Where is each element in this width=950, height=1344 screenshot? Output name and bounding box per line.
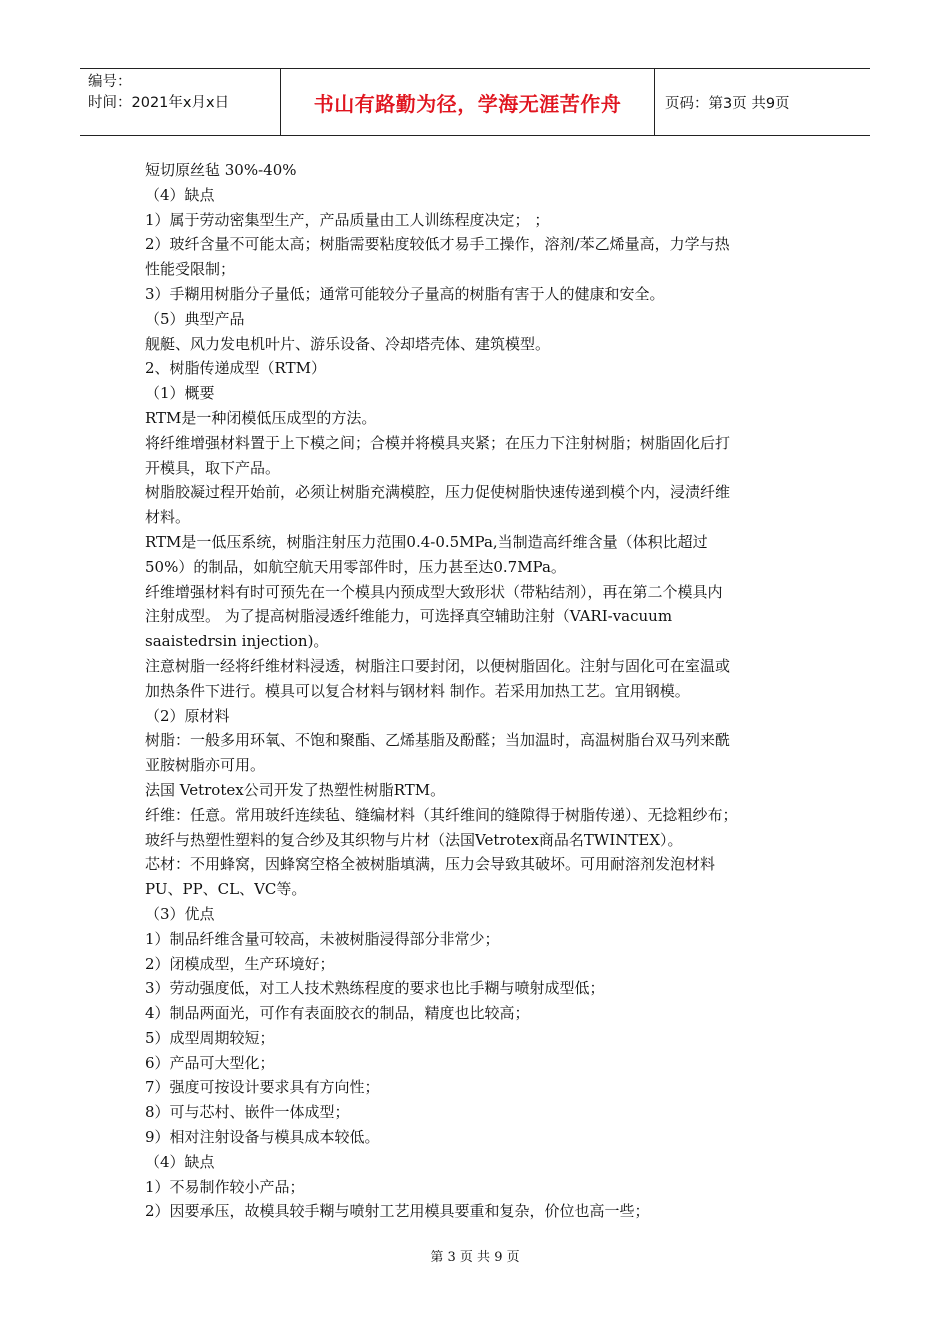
body-line: 加热条件下进行。模具可以复合材料与钢材料 制作。若采用加热工艺。宜用钢模。 [145, 681, 690, 700]
body-line: 注射成型。 为了提高树脂浸透纤维能力，可选择真空辅助注射（VARI-vacuum [145, 607, 673, 626]
body-line: 2）玻纤含量不可能太高；树脂需要粘度较低才易手工操作，溶剂/苯乙烯量高，力学与热 [145, 235, 730, 254]
body-line: （1）概要 [145, 384, 215, 403]
page-header [80, 68, 870, 136]
body-line: 3）劳动强度低，对工人技术熟练程度的要求也比手糊与喷射成型低； [145, 979, 605, 998]
body-line: 玻纤与热塑性塑料的复合纱及其织物与片材（法国Vetrotex商品名TWINTEX）。 [145, 830, 683, 849]
body-line: （4）缺点 [145, 1152, 215, 1171]
body-line: 芯材：不用蜂窝，因蜂窝空格全被树脂填满，压力会导致其破坏。可用耐溶剂发泡材料 [145, 855, 716, 874]
body-line: 7）强度可按设计要求具有方向性； [145, 1078, 380, 1097]
header-time: 时间：2021年x月x日 [88, 95, 230, 111]
body-line: 材料。 [145, 508, 191, 527]
header-motto: 书山有路勤为径，学海无涯苦作舟 [281, 69, 655, 135]
page-footer: 第 3 页 共 9 页 [430, 1250, 520, 1265]
body-line: saaistedrsin injection)。 [145, 632, 329, 651]
body-line: 6）产品可大型化； [145, 1053, 275, 1072]
body-line: 9）相对注射设备与模具成本较低。 [145, 1128, 380, 1147]
body-line: 纤维增强材料有时可预先在一个模具内预成型大致形状（带粘结剂），再在第二个模具内 [145, 582, 723, 601]
header-page-number: 页码：第3页 共9页 [665, 95, 790, 112]
header-number: 编号： [88, 74, 132, 90]
body-line: 树脂：一般多用环氧、不饱和聚酯、乙烯基脂及酚醛；当加温时，高温树脂台双马列来酰 [145, 731, 731, 750]
body-line: 注意树脂一经将纤维材料浸透，树脂注口要封闭，以便树脂固化。注射与固化可在室温或 [145, 656, 731, 675]
body-line: 1）制品纤维含量可较高，未被树脂浸得部分非常少； [145, 929, 500, 948]
body-line: 2）闭模成型，生产环境好； [145, 954, 335, 973]
body-line: 开模具，取下产品。 [145, 458, 281, 477]
body-line: 树脂胶凝过程开始前，必须让树脂充满模腔，压力促使树脂快速传递到模个内，浸渍纤维 [145, 483, 731, 502]
body-line: 5）成型周期较短； [145, 1028, 275, 1047]
body-line: PU、PP、CL、VC等。 [145, 880, 307, 899]
body-line: 50%）的制品，如航空航天用零部件时，压力甚至达0.7MPa。 [145, 557, 566, 576]
body-line: 1）不易制作较小产品； [145, 1177, 305, 1196]
body-line: 2、树脂传递成型（RTM） [145, 359, 326, 378]
body-line: 将纤维增强材料置于上下模之间；合模并将模具夹紧；在压力下注射树脂；树脂固化后打 [145, 433, 731, 452]
body-line: （5）典型产品 [145, 309, 245, 328]
body-line: 亚胺树脂亦可用。 [145, 756, 266, 775]
body-line: 法国 Vetrotex公司开发了热塑性树脂RTM。 [145, 780, 446, 799]
body-line: 短切原丝毡 30%-40% [145, 161, 297, 179]
body-line: 性能受限制； [145, 260, 236, 279]
document-body [145, 158, 810, 1224]
body-line: （3）优点 [145, 904, 215, 923]
body-line: 舰艇、风力发电机叶片、游乐设备、冷却塔壳体、建筑模型。 [145, 334, 551, 353]
body-line: 2）因要承压，故模具较手糊与喷射工艺用模具要重和复杂，价位也高一些； [145, 1202, 650, 1221]
header-meta [80, 69, 281, 135]
body-line: RTM是一低压系统，树脂注射压力范围0.4-0.5MPa,当制造高纤维含量（体积比超过 [145, 532, 708, 551]
body-line: （2）原材料 [145, 706, 230, 725]
body-line: 3）手糊用树脂分子量低；通常可能较分子量高的树脂有害于人的健康和安全。 [145, 284, 665, 303]
body-line: 1）属于劳动密集型生产，产品质量由工人训练程度决定； ； [145, 210, 550, 229]
body-line: 8）可与芯村、嵌件一体成型； [145, 1103, 350, 1122]
body-line: 纤维：任意。常用玻纤连续毡、缝编材料（其纤维间的缝隙得于树脂传递）、无捻粗纱布； [145, 805, 738, 824]
body-line: RTM是一种闭模低压成型的方法。 [145, 408, 377, 427]
body-line: 4）制品两面光，可作有表面胶衣的制品，精度也比较高； [145, 1004, 530, 1023]
body-line: （4）缺点 [145, 185, 215, 204]
